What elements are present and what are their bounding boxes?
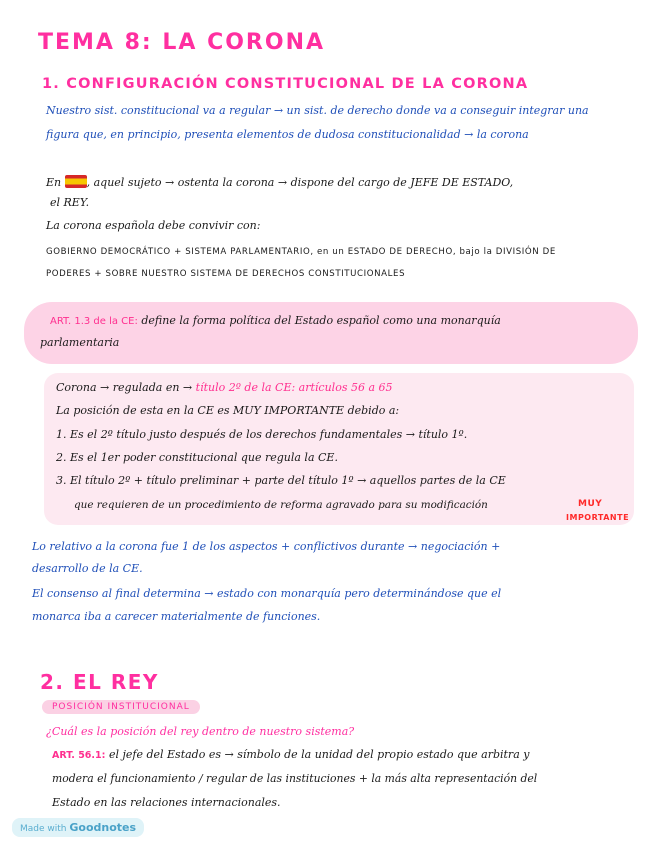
goodnotes-brand: Goodnotes — [69, 821, 137, 834]
art-56-1-line-2: modera el funcionamiento / regular de las instituciones + la más alta representación del — [52, 772, 538, 785]
caps-line-1: GOBIERNO DEMOCRÁTICO + SISTEMA PARLAMENTARIO, en un ESTADO DE DERECHO, bajo la DIVISIÓN DE — [46, 247, 556, 257]
corona-highlight: título 2º de la CE: artículos 56 a 65 — [195, 381, 393, 394]
posicion-line: La posición de esta en la CE es MUY IMPORTANTE debido a: — [56, 404, 400, 417]
consenso-line-1: El consenso al final determina → estado con monarquía pero determinándose que el — [32, 587, 502, 600]
art-1-3-text: define la forma política del Estado español como una monarquía — [141, 314, 501, 327]
reason-item-1: 1. Es el 2º título justo después de los derechos fundamentales → título 1º. — [56, 428, 468, 441]
art-56-1-label: ART. 56.1: — [52, 750, 106, 761]
page-title: TEMA 8: LA CORONA — [38, 30, 326, 55]
reason-item-3-line-2: que requieren de un procedimiento de reforma agravado para su modificación — [74, 499, 488, 511]
corona-prefix: Corona → regulada en → — [56, 381, 193, 394]
en-prefix: En — [46, 176, 62, 189]
art-56-1-line-1 — [52, 748, 529, 763]
art-1-3-line-2: parlamentaria — [40, 336, 120, 349]
conflict-line-2: desarrollo de la CE. — [32, 562, 143, 575]
reason-item-2: 2. Es el 1er poder constitucional que regula la CE. — [56, 451, 338, 464]
intro-line-2: figura que, en principio, presenta elementos de dudosa constitucionalidad → la corona — [46, 128, 529, 141]
conflict-line-1: Lo relativo a la corona fue 1 de los aspectos + conflictivos durante → negociación + — [32, 540, 501, 553]
convivir-line: La corona española debe convivir con: — [46, 219, 261, 232]
posicion-institucional-badge: POSICIÓN INSTITUCIONAL — [42, 700, 200, 714]
art-1-3-highlight — [24, 302, 638, 364]
consenso-line-2: monarca iba a carecer materialmente de funciones. — [32, 610, 321, 623]
goodnotes-watermark — [12, 818, 144, 837]
muy-importante-1: MUY — [578, 499, 603, 509]
caps-line-2: PODERES + SOBRE NUESTRO SISTEMA DE DERECHOS CONSTITUCIONALES — [46, 269, 406, 279]
en-line — [46, 175, 513, 190]
intro-line-1: Nuestro sist. constitucional va a regular → un sist. de derecho donde va a conseguir integrar una — [46, 104, 589, 117]
section-1-heading: 1. CONFIGURACIÓN CONSTITUCIONAL DE LA CORONA — [42, 76, 529, 92]
rey-question: ¿Cuál es la posición del rey dentro de nuestro sistema? — [46, 725, 355, 738]
en-line-2: el REY. — [50, 196, 90, 209]
en-line-1: , aquel sujeto → ostenta la corona → dispone del cargo de JEFE DE ESTADO, — [86, 176, 514, 189]
spain-flag-icon — [65, 175, 87, 188]
art-56-1-text-1: el jefe del Estado es → símbolo de la unidad del propio estado que arbitra y — [108, 748, 530, 761]
art-1-3-label: ART. 1.3 de la CE: — [50, 316, 138, 327]
made-with-text: Made with — [20, 824, 67, 834]
muy-importante-2: IMPORTANTE — [566, 513, 630, 522]
section-2-heading: 2. EL REY — [40, 670, 159, 694]
art-1-3-line — [50, 314, 501, 329]
corona-line — [56, 381, 393, 395]
reason-item-3-line-1: 3. El título 2º + título preliminar + parte del título 1º → aquellos partes de la CE — [56, 474, 506, 487]
art-56-1-line-3: Estado en las relaciones internacionales. — [52, 796, 281, 809]
